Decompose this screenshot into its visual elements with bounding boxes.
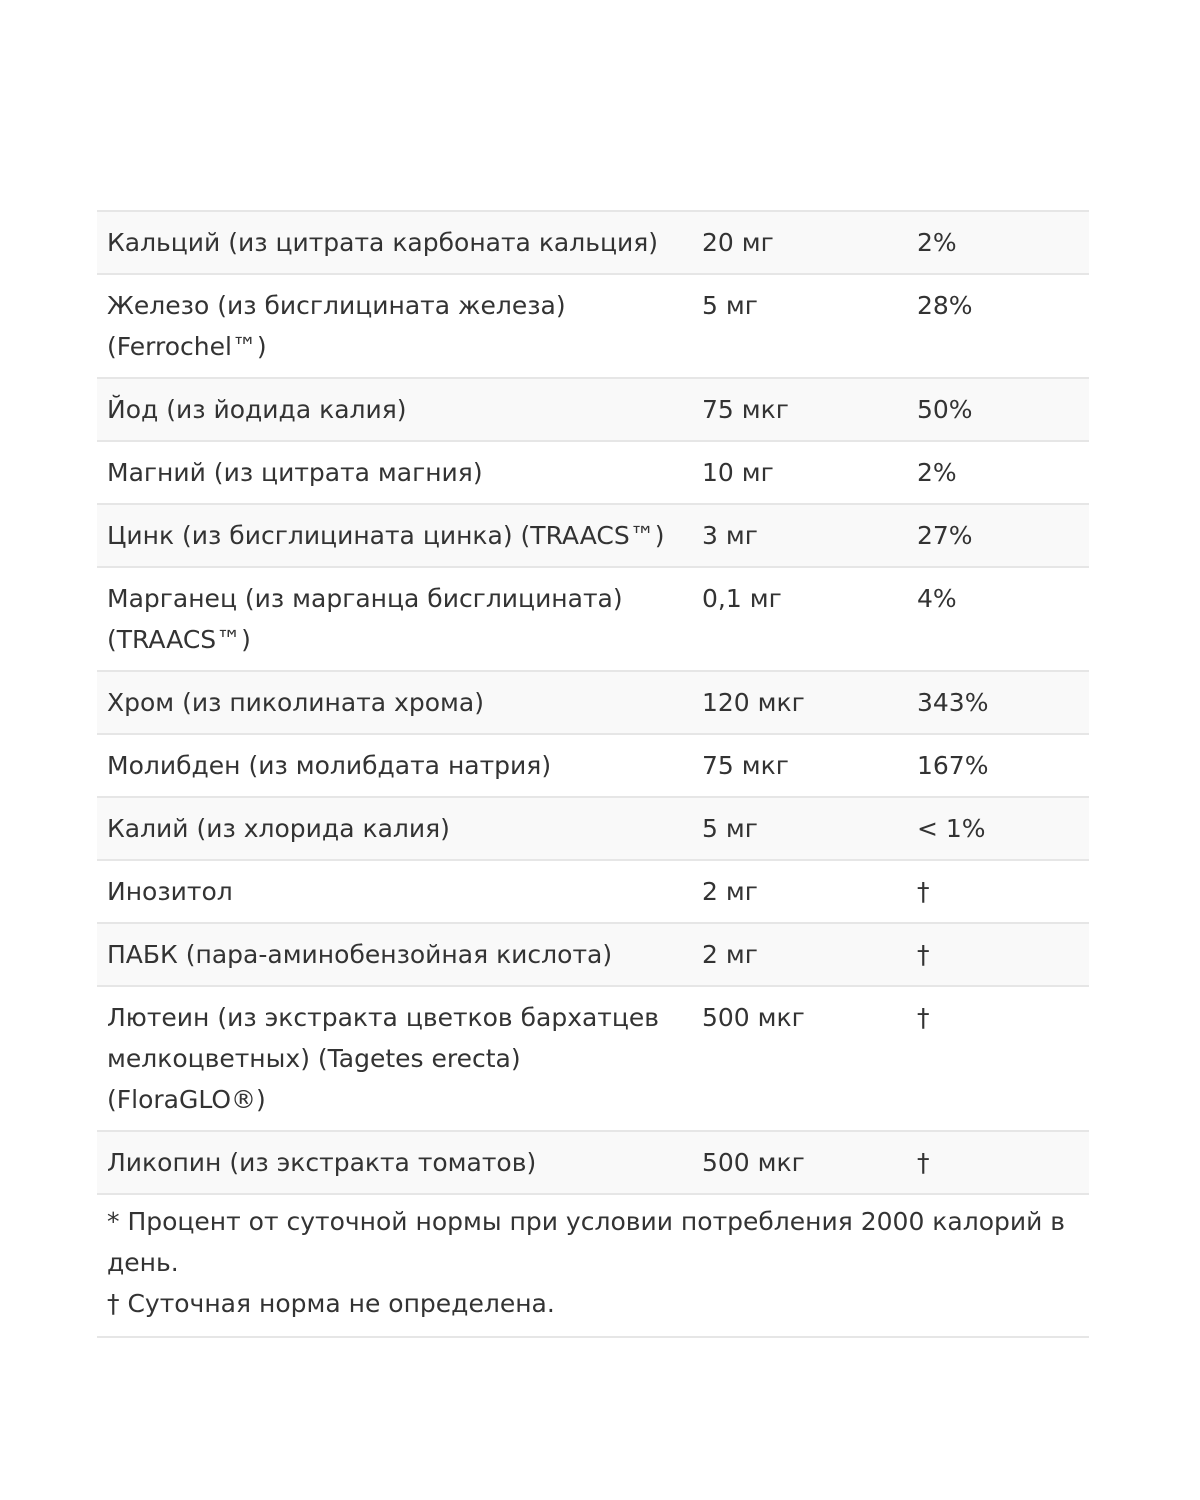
ingredient-name: Йод (из йодида калия) — [97, 378, 694, 441]
ingredient-amount: 10 мг — [694, 441, 909, 504]
daily-value-not-established-note: † Суточная норма не определена. — [107, 1289, 555, 1318]
ingredient-name: Кальций (из цитрата карбоната кальция) — [97, 211, 694, 274]
table-row — [97, 671, 1089, 734]
table-row — [97, 734, 1089, 797]
daily-value: † — [909, 923, 1089, 986]
ingredient-name: Цинк (из бисглицината цинка) (TRAACS™) — [97, 504, 694, 567]
ingredient-amount: 3 мг — [694, 504, 909, 567]
ingredient-name: Марганец (из марганца бисглицината) (TRAACS™) — [97, 567, 694, 671]
daily-value: 343% — [909, 671, 1089, 734]
table-row — [97, 378, 1089, 441]
ingredient-amount: 0,1 мг — [694, 567, 909, 671]
ingredient-amount: 75 мкг — [694, 734, 909, 797]
daily-value: 27% — [909, 504, 1089, 567]
ingredient-name: Железо (из бисглицината железа) (Ferrochel™) — [97, 274, 694, 378]
table-row — [97, 986, 1089, 1131]
ingredient-amount: 5 мг — [694, 274, 909, 378]
daily-value: < 1% — [909, 797, 1089, 860]
ingredient-amount: 20 мг — [694, 211, 909, 274]
ingredient-amount: 2 мг — [694, 860, 909, 923]
daily-value: 167% — [909, 734, 1089, 797]
ingredient-amount: 500 мкг — [694, 986, 909, 1131]
daily-value: 2% — [909, 211, 1089, 274]
ingredient-name: Молибден (из молибдата натрия) — [97, 734, 694, 797]
percent-daily-value-note: * Процент от суточной нормы при условии потребления 2000 калорий в день. — [107, 1207, 1066, 1277]
daily-value: † — [909, 986, 1089, 1131]
daily-value: † — [909, 1131, 1089, 1193]
daily-value: 4% — [909, 567, 1089, 671]
table-row — [97, 504, 1089, 567]
footnotes — [97, 1193, 1089, 1338]
table-row — [97, 211, 1089, 274]
ingredient-name: ПАБК (пара-аминобензойная кислота) — [97, 923, 694, 986]
ingredient-name: Лютеин (из экстракта цветков бархатцев мелкоцветных) (Tagetes erecta) (FloraGLO®) — [97, 986, 694, 1131]
ingredient-amount: 500 мкг — [694, 1131, 909, 1193]
table-row — [97, 567, 1089, 671]
daily-value: 50% — [909, 378, 1089, 441]
daily-value: 2% — [909, 441, 1089, 504]
ingredient-name: Магний (из цитрата магния) — [97, 441, 694, 504]
ingredient-amount: 2 мг — [694, 923, 909, 986]
table-row — [97, 923, 1089, 986]
supplement-facts-table — [97, 210, 1089, 1193]
daily-value: 28% — [909, 274, 1089, 378]
ingredient-name: Хром (из пиколината хрома) — [97, 671, 694, 734]
table-row — [97, 274, 1089, 378]
table-row — [97, 797, 1089, 860]
ingredient-amount: 120 мкг — [694, 671, 909, 734]
table-row — [97, 1131, 1089, 1193]
ingredient-name: Ликопин (из экстракта томатов) — [97, 1131, 694, 1193]
table-row — [97, 441, 1089, 504]
ingredient-name: Калий (из хлорида калия) — [97, 797, 694, 860]
ingredient-amount: 5 мг — [694, 797, 909, 860]
ingredient-name: Инозитол — [97, 860, 694, 923]
daily-value: † — [909, 860, 1089, 923]
supplement-facts-table-container — [97, 210, 1089, 1338]
ingredient-amount: 75 мкг — [694, 378, 909, 441]
table-row — [97, 860, 1089, 923]
